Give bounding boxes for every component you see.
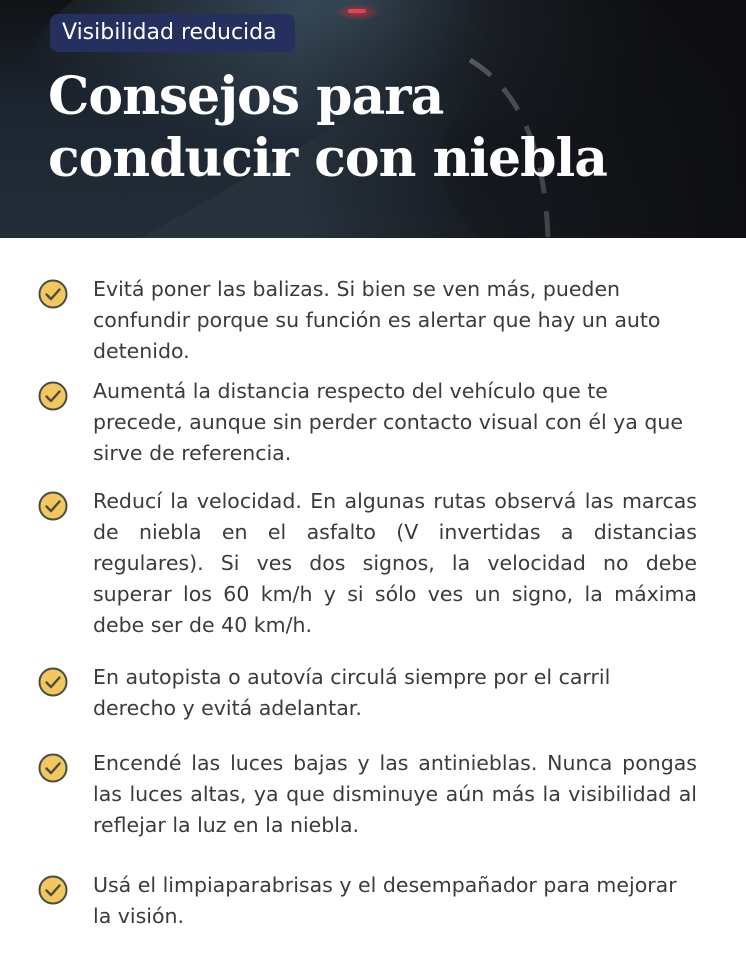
tip-text: Reducí la velocidad. En algunas rutas observá las marcas de niebla en el asfalto (V invertidas a distancias regulares). Si ves dos signos, la velocidad no debe superar los 60 km/h y si sólo ves un signo, la máxima debe ser de 40 km/h. xyxy=(93,489,697,637)
tip-text: Evitá poner las balizas. Si bien se ven más, pueden confundir porque su función es alertar que hay un auto detenido. xyxy=(93,277,661,363)
check-circle-icon xyxy=(37,490,69,522)
title-line-2: conducir con niebla xyxy=(48,128,607,189)
tip-text: Encendé las luces bajas y las antinieblas. Nunca pongas las luces altas, ya que disminuye aún más la visibilidad al reflejar la luz en la niebla. xyxy=(93,751,697,837)
check-circle-icon xyxy=(37,666,69,698)
header-banner xyxy=(0,0,746,238)
check-circle-icon xyxy=(37,752,69,784)
tip-text: Aumentá la distancia respecto del vehículo que te precede, aunque sin perder contacto visual con él ya que sirve de referencia. xyxy=(93,379,683,465)
page-title xyxy=(48,66,607,190)
tip-text: Usá el limpiaparabrisas y el desempañador para mejorar la visión. xyxy=(93,873,677,928)
check-circle-icon xyxy=(37,874,69,906)
topic-tag: Visibilidad reducida xyxy=(50,14,295,52)
check-circle-icon xyxy=(37,380,69,412)
check-circle-icon xyxy=(37,278,69,310)
title-line-1: Consejos para xyxy=(48,66,444,127)
tip-text: En autopista o autovía circulá siempre por el carril derecho y evitá adelantar. xyxy=(93,665,611,720)
